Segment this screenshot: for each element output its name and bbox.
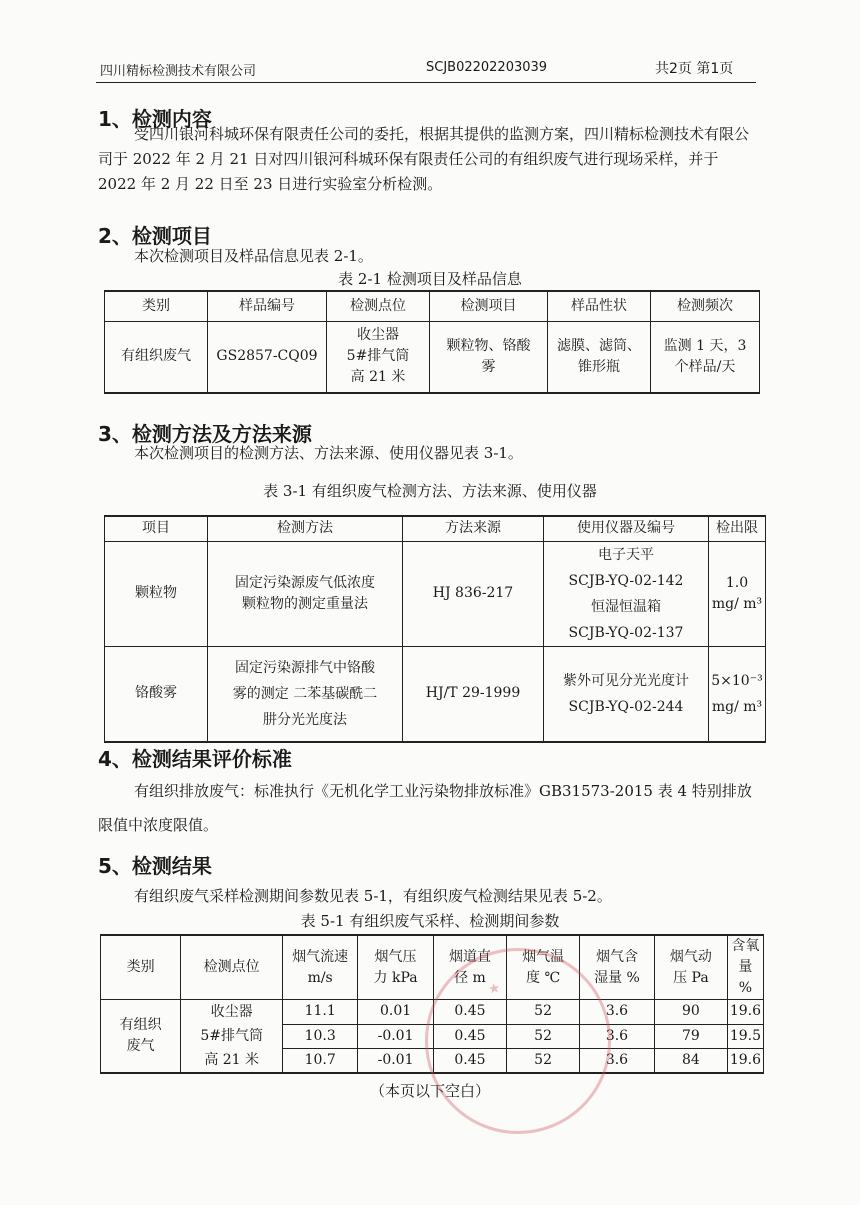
t51-cell: 19.6 [727,1000,763,1025]
t21-header: 类别 [105,291,208,321]
t51-header: 烟道直 径 m [433,935,506,1000]
t21-header: 检测点位 [327,291,430,321]
section-4-paragraph: 有组织排放废气：标准执行《无机化学工业污染物排放标准》GB31573-2015 表 4 特别排放限值中浓度限值。 [98,782,752,834]
t21-cell: GS2857-CQ09 [208,321,327,393]
t21-cell: 收尘器 5#排气筒 高 21 米 [327,321,430,393]
company-name: 四川精标检测技术有限公司 [100,64,257,79]
t51-cell: 0.45 [433,1000,506,1025]
t51-header: 烟气温 度 ℃ [507,935,580,1000]
section-5-title: 5、检测结果 [98,854,212,878]
t31-cell: HJ 836-217 [403,541,544,646]
t51-cell: 52 [507,1049,580,1074]
t51-header: 含氧 量 % [727,935,763,1000]
t51-cell: 52 [507,1000,580,1025]
t21-header: 样品性状 [548,291,651,321]
t21-cell: 滤膜、滤筒、 锥形瓶 [548,321,651,393]
t51-cell: 19.5 [727,1024,763,1049]
t31-header: 方法来源 [403,516,544,541]
t51-cell: 0.45 [433,1049,506,1074]
section-5-paragraph: 有组织废气采样检测期间参数见表 5-1，有组织废气检测结果见表 5-2。 [134,887,612,905]
t31-header: 检出限 [709,516,766,541]
t51-cell: -0.01 [358,1049,433,1074]
t51-cell: 3.6 [580,1000,655,1025]
report-number: SCJB02202203039 [426,60,548,75]
t51-cell: 90 [654,1000,727,1025]
table-3-1 [104,515,766,743]
header-divider [96,82,756,83]
section-2-title: 2、检测项目 [98,224,212,248]
section-4-title: 4、检测结果评价标准 [98,747,292,771]
page-info: 共2页 第1页 [655,61,734,77]
blank-note: （本页以下空白） [369,1082,490,1100]
t51-cell: 19.6 [727,1049,763,1074]
t51-header: 检测点位 [181,935,283,1000]
t51-header: 烟气动 压 Pa [654,935,727,1000]
t31-cell: 5×10⁻³ mg/ m³ [709,646,766,742]
t31-cell: 1.0 mg/ m³ [709,541,766,646]
table-2-1-caption: 表 2-1 检测项目及样品信息 [338,270,522,288]
t51-cell: 0.01 [358,1000,433,1025]
t51-point: 收尘器 5#排气筒 高 21 米 [181,1000,283,1074]
t31-cell: 颗粒物 [105,541,208,646]
t51-cell: -0.01 [358,1024,433,1049]
t31-cell: 固定污染源废气低浓度 颗粒物的测定重量法 [208,541,403,646]
table-3-1-caption: 表 3-1 有组织废气检测方法、方法来源、使用仪器 [263,482,597,500]
t51-cell: 52 [507,1024,580,1049]
section-1-paragraph: 受四川银河科城环保有限责任公司的委托，根据其提供的监测方案，四川精标检测技术有限公司于 2022 年 2 月 21 日对四川银河科城环保有限责任公司的有组织废气进行现场采样，并于 2022 年 2 月 22 日至 23 日进行实验室分析检测。 [98,125,750,193]
t31-cell: 铬酸雾 [105,646,208,742]
t21-cell: 监测 1 天，3 个样品/天 [651,321,760,393]
t31-header: 检测方法 [208,516,403,541]
t51-cell: 10.3 [283,1024,358,1049]
t21-header: 检测项目 [430,291,548,321]
t31-header: 项目 [105,516,208,541]
t31-cell: 固定污染源排气中铬酸 雾的测定 二苯基碳酰二 肼分光光度法 [208,646,403,742]
t51-cell: 3.6 [580,1049,655,1074]
t51-header: 类别 [101,935,181,1000]
company-seal-stamp: ★ [425,948,611,1134]
t21-header: 检测频次 [651,291,760,321]
table-5-1 [100,934,764,1074]
t51-header: 烟气流速 m/s [283,935,358,1000]
t31-cell: 电子天平 SCJB-YQ-02-142 恒湿恒温箱 SCJB-YQ-02-137 [544,541,709,646]
t21-cell: 有组织废气 [105,321,208,393]
t51-header: 烟气压 力 kPa [358,935,433,1000]
t51-header: 烟气含 湿量 % [580,935,655,1000]
t51-cell: 3.6 [580,1024,655,1049]
t31-cell: HJ/T 29-1999 [403,646,544,742]
t51-cell: 0.45 [433,1024,506,1049]
section-2-paragraph: 本次检测项目及样品信息见表 2-1。 [134,247,373,265]
t21-header: 样品编号 [208,291,327,321]
section-1-title: 1、检测内容 [98,107,212,131]
table-5-1-caption: 表 5-1 有组织废气采样、检测期间参数 [300,912,560,930]
section-3-title: 3、检测方法及方法来源 [98,422,312,446]
t51-cell: 79 [654,1024,727,1049]
t51-cell: 11.1 [283,1000,358,1025]
t51-cell: 10.7 [283,1049,358,1074]
t21-cell: 颗粒物、铬酸 雾 [430,321,548,393]
table-2-1 [104,290,760,394]
t31-cell: 紫外可见分光光度计 SCJB-YQ-02-244 [544,646,709,742]
section-3-paragraph: 本次检测项目的检测方法、方法来源、使用仪器见表 3-1。 [134,444,523,462]
t51-cell: 84 [654,1049,727,1074]
t51-category: 有组织 废气 [101,1000,181,1074]
t31-header: 使用仪器及编号 [544,516,709,541]
